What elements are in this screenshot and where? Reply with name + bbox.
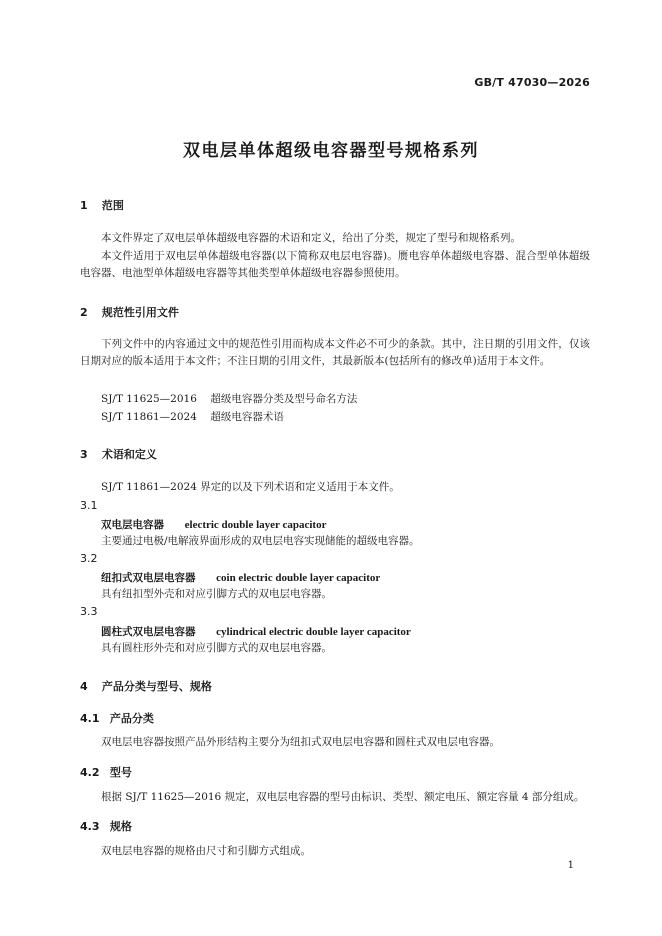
section-3-heading xyxy=(80,446,157,462)
term-definition: 具有圆柱形外壳和对应引脚方式的双电层电容器。 xyxy=(101,642,332,654)
term-definition: 具有纽扣型外壳和对应引脚方式的双电层电容器。 xyxy=(101,588,332,600)
section-3-paragraph-1: SJ/T 11861—2024 界定的以及下列术语和定义适用于本文件。 xyxy=(101,481,400,493)
section-number: 1 xyxy=(80,199,88,212)
section-number: 2 xyxy=(80,306,88,319)
subsection-4-1-paragraph: 双电层电容器按照产品外形结构主要分为纽扣式双电层电容器和圆柱式双电层电容器。 xyxy=(101,736,500,748)
subsection-title: 规格 xyxy=(109,820,132,833)
section-1-heading xyxy=(80,197,124,213)
term-number: 3.1 xyxy=(80,499,98,512)
section-title: 范围 xyxy=(101,199,124,212)
subsection-4-1-heading xyxy=(80,710,154,726)
term-entry xyxy=(101,624,411,639)
reference-title: 超级电容器分类及型号命名方法 xyxy=(210,393,358,405)
document-title: 双电层单体超级电容器型号规格系列 xyxy=(183,141,479,161)
subsection-number: 4.2 xyxy=(80,766,100,779)
normative-reference xyxy=(101,409,284,424)
section-title: 术语和定义 xyxy=(101,448,157,461)
reference-code: SJ/T 11861—2024 xyxy=(101,411,197,423)
page-number: 1 xyxy=(567,860,574,871)
term-name-en: electric double layer capacitor xyxy=(184,519,327,531)
subsection-4-2-paragraph: 根据 SJ/T 11625—2016 规定，双电层电容器的型号由标识、类型、额定电压、额定容量 4 部分组成。 xyxy=(101,791,585,803)
section-number: 4 xyxy=(80,680,88,693)
term-entry xyxy=(101,517,326,532)
subsection-4-2-heading xyxy=(80,764,132,780)
standard-number: GB/T 47030—2026 xyxy=(474,76,590,89)
reference-code: SJ/T 11625—2016 xyxy=(101,393,197,405)
term-name-zh: 纽扣式双电层电容器 xyxy=(101,572,196,584)
section-title: 规范性引用文件 xyxy=(101,306,179,319)
section-2-paragraph-1: 下列文件中的内容通过文中的规范性引用而构成本文件必不可少的条款。其中，注日期的引用文件，仅该日期对应的版本适用于本文件；不注日期的引用文件，其最新版本(包括所有的修改单)适用于本文件。 xyxy=(80,338,590,367)
subsection-title: 产品分类 xyxy=(109,712,154,725)
section-4-heading xyxy=(80,678,212,694)
term-entry xyxy=(101,570,380,585)
subsection-number: 4.1 xyxy=(80,712,100,725)
subsection-title: 型号 xyxy=(109,766,132,779)
term-number: 3.2 xyxy=(80,552,98,565)
reference-title: 超级电容器术语 xyxy=(210,411,284,423)
term-name-en: cylindrical electric double layer capacitor xyxy=(216,626,411,638)
term-name-zh: 双电层电容器 xyxy=(101,519,164,531)
section-1-paragraph-2: 本文件适用于双电层单体超级电容器(以下简称双电层电容器)。赝电容单体超级电容器、混合型单体超级电容器、电池型单体超级电容器等其他类型单体超级电容器参照使用。 xyxy=(80,250,590,279)
subsection-4-3-paragraph: 双电层电容器的规格由尺寸和引脚方式组成。 xyxy=(101,845,311,857)
section-title: 产品分类与型号、规格 xyxy=(101,680,212,693)
section-2-heading xyxy=(80,304,179,320)
term-name-zh: 圆柱式双电层电容器 xyxy=(101,626,196,638)
subsection-4-3-heading xyxy=(80,818,132,834)
subsection-number: 4.3 xyxy=(80,820,100,833)
term-number: 3.3 xyxy=(80,605,98,618)
section-1-paragraph-1: 本文件界定了双电层单体超级电容器的术语和定义，给出了分类，规定了型号和规格系列。 xyxy=(101,232,521,244)
section-number: 3 xyxy=(80,448,88,461)
term-definition: 主要通过电极/电解液界面形成的双电层电容实现储能的超级电容器。 xyxy=(101,535,420,547)
normative-reference xyxy=(101,391,357,406)
term-name-en: coin electric double layer capacitor xyxy=(216,572,381,584)
